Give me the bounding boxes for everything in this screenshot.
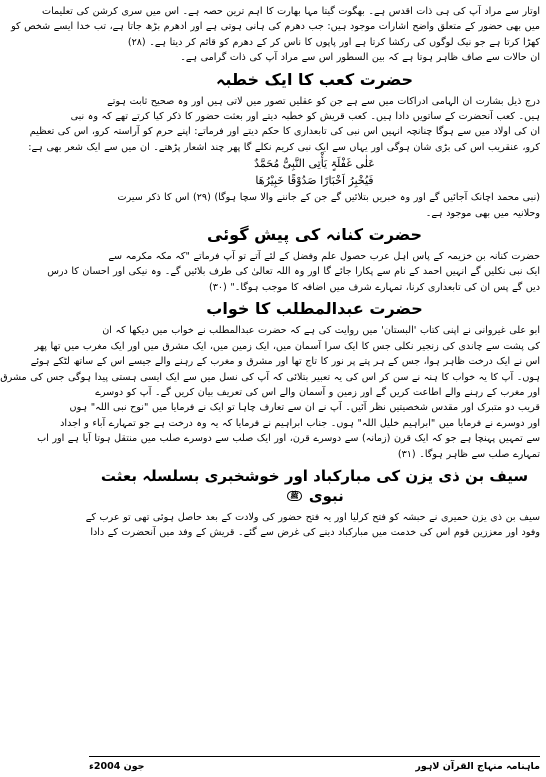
text-line: درج ذیل بشارت ان الہامی ادراکات میں سے ہے جن کو عقلیں تصور میں لاتی ہیں اور وہ صحیح ثابت ہوتے [107, 95, 540, 107]
text-line: وحلانیہ میں بھی موجود ہے۔ [425, 207, 540, 219]
text-line: کھڑا کرتا ہے جو نیک لوگوں کی رکشا کرتا ہے اور پاپوں کا ناس کر کے دھرم کو قائم کر دیتا ہے۔ (۲۸) [127, 36, 540, 48]
kinana-paragraph [47, 249, 540, 295]
text-line: ان حالات سے صاف ظاہر ہوتا ہے کہ بین السطور اس سے مراد آپ کی ذات گرامی ہے۔ [180, 52, 540, 64]
text-line: میں بھی حضور کے متعلق واضح اشارات موجود ہیں: جب دھرم کی ہانی ہوتی ہے اور ادھرم بڑھ جاتا ہے، تب خدا ایسے شخص کو [11, 21, 540, 33]
text-line: حضرت کنانہ بن خزیمہ کے پاس اہل عرب حصول علم وفضل کے لئے آتے تو آپ فرماتے "کہ مکہ مکرمہ سے [108, 251, 540, 263]
text-line: اس نے ایک درخت ظاہر ہوا، جس کے ہر پتے پر نور کا تاج تھا اور مشرق و مغرب کے رہنے والے جیسے اس کے ساتھ لٹکے ہوئے [30, 356, 540, 368]
footer-issue: جون 2004ء [89, 760, 145, 772]
text-line: ہوں۔ آپ کا یہ خواب کا ہنہ نے سن کر اس کی یہ تعبیر بتلائی کہ آپ کی نسل میں سے ایک ایسی ہستی پیدا ہوگی جس کی مشرق [0, 371, 540, 383]
text-line: (نبی محمد اچانک آجائیں گے اور وہ خبریں بتلائیں گے جن کے جاننے والا سچا ہوگا) (۲۹) اس کا ذکر سیرت [117, 192, 540, 204]
magazine-title: ماہنامہ منہاج القرآن [442, 760, 540, 772]
section-heading-saif [89, 466, 540, 506]
sallallahu-alayhi-wasallam-icon: ﷺ [287, 491, 301, 501]
text-line: سیف بن ذی یزن حمیری نے حبشہ کو فتح کرلیا اور یہ فتح حضور کی ولادت کے بعد حاصل ہوئی تھی تو عرب کے [85, 511, 540, 523]
text-line: ابو علی غیروانی نے اپنی کتاب 'البستان' میں روایت کی ہے کہ حضرت عبدالمطلب نے خواب میں دیکھا کہ ان [102, 325, 540, 337]
saif-heading-text: سیف بن ذی یزن کی مبارکباد اور خوشخبری بسلسلہ بعثت نبوی [100, 466, 529, 505]
kaab-after-paragraph [89, 190, 540, 221]
page-footer [89, 756, 540, 775]
section-heading-abdul-muttalib: حضرت عبدالمطلب کا خواب [206, 299, 423, 319]
section-heading-kinana: حضرت کنانہ کی پیش گوئی [206, 225, 422, 245]
text-line: اور دوسرے نے فرمایا میں "ابراہیم خلیل اللہ" ہوں۔ جناب ابراہیم نے فرمایا کہ یہ وہ درخت ہے جو تمہارے آباء و اجداد [60, 417, 540, 429]
magazine-city: لاہور [415, 760, 440, 772]
text-line: اور مغرب کے رہنے والے اطاعت کریں گے اور زمین و آسمان والے اس کی تعریف بیان کریں گے۔ آپ کو دوسرے [95, 386, 540, 398]
text-line: ہیں۔ کعب آنحضرت کے ساتویں دادا ہیں۔ کعب قریش کو خطبہ دیتے اور بعثت حضور کا ذکر کیا کرتے تھے کہ وہ نبی [70, 111, 540, 123]
abdul-muttalib-paragraph [0, 323, 540, 462]
text-line: قریب دو متبرک اور مقدس شخصیتیں نظر آئیں۔ آپ نے ان سے تعارف چاہا تو ایک نے فرمایا میں "نوح نبی اللہ" ہوں [69, 402, 540, 414]
text-line: سے تمہیں پہنچا ہے جو کہ ایک قرن (زمانہ) سے دوسرے قرن، اور ایک صلب سے دوسرے صلب میں منتقل ہوتا آیا ہے اور اب [37, 433, 540, 445]
text-line: ایک نبی نکلیں گے انہیں احمد کے نام سے پکارا جائے گا اور وہ اللہ تعالیٰ کی طرف بلائیں گے۔ وہ نیکی اور احسان کا درس [47, 266, 540, 278]
text-line: وفود اور معززین قوم اس کی خدمت میں مبارکباد دینے کی غرض سے گئے۔ قریش کے وفد میں آنحضرت کے دادا [90, 527, 540, 539]
text-line: اوتار سے مراد آپ کی ہی ذات اقدس ہے۔ بھگوت گیتا مہا بھارت کا اہم ترین حصہ ہے۔ اس میں سری کرشن کی تعلیمات [42, 6, 540, 17]
poem-verse-2: فَیُخْبِرُ اَخْبَارًا صَدُوْقًا خَبِیْرُھَا [255, 174, 374, 188]
section-heading-kaab: حضرت کعب کا ایک خطبہ [215, 69, 414, 89]
text-line: ان کی اولاد میں سے ہوگا چنانچہ انہیں اس نبی کی تابعداری کا حکم دیتے اور فرماتے: اپنے حرم کو آراستہ کرو، اس کی تعظیم [29, 126, 540, 138]
text-line: کی پشت سے چاندی کی زنجیر نکلی جس کا ایک سرا آسمان میں، ایک زمین میں، ایک مشرق میں اور ایک مغرب میں تھا پھر [34, 340, 540, 352]
kaab-paragraph [28, 94, 540, 156]
poem-verse-1: عَلٰی غَفْلَۃٍ یَأْتِی النَّبِیُّ مُحَمَّدٌ [254, 157, 375, 171]
top-paragraph [11, 4, 540, 66]
text-line: تمہارے صلب سے ظاہر ہوگا۔ (۳۱) [397, 448, 540, 460]
text-line: کرو، عنقریب اس کی بڑی شان ہوگی اور یہاں سے ایک نبی کریم نکلے گا پھر چند اشعار پڑھتے۔ ان میں سے ایک شعر بھی ہے: [28, 141, 540, 153]
footer-magazine [415, 761, 540, 772]
text-line: دیں گے پس ان کی تابعداری کرنا، تمہارے شرف میں اضافہ کا موجب ہوگا۔" (۳۰) [208, 281, 540, 293]
saif-paragraph [85, 510, 540, 541]
